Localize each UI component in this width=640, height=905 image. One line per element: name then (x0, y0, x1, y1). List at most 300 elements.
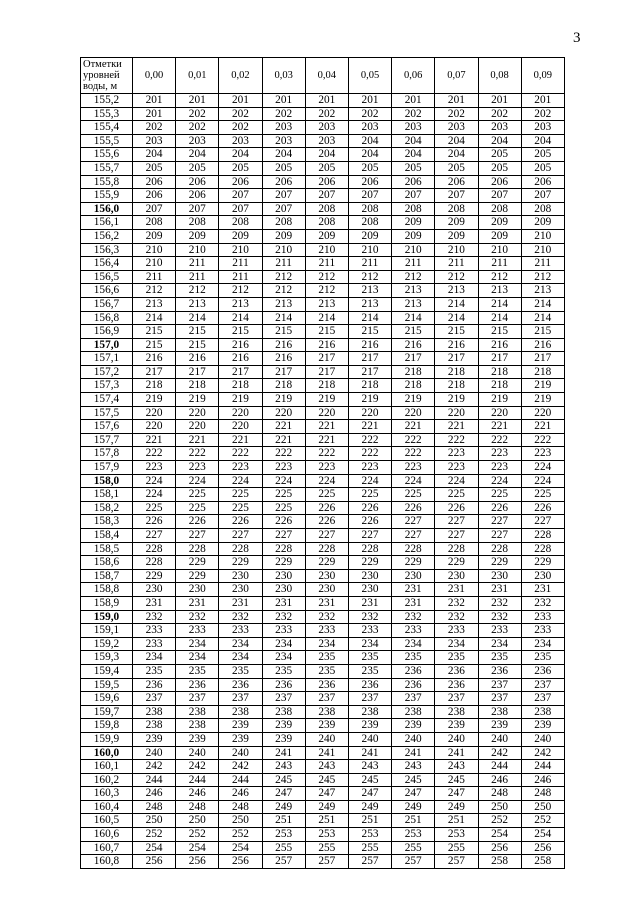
value-cell: 249 (392, 800, 435, 814)
value-cell: 201 (262, 94, 305, 108)
value-cell: 220 (219, 420, 262, 434)
value-cell: 206 (478, 175, 521, 189)
value-cell: 255 (392, 841, 435, 855)
table-row (81, 841, 565, 855)
value-cell: 215 (521, 325, 564, 339)
value-cell: 232 (305, 610, 348, 624)
table-row (81, 624, 565, 638)
value-cell: 237 (133, 692, 176, 706)
value-cell: 229 (262, 556, 305, 570)
value-cell: 224 (521, 461, 564, 475)
value-cell: 241 (262, 746, 305, 760)
value-cell: 241 (305, 746, 348, 760)
value-cell: 256 (478, 841, 521, 855)
value-cell: 236 (219, 678, 262, 692)
value-cell: 225 (392, 488, 435, 502)
table-row (81, 760, 565, 774)
value-cell: 240 (392, 732, 435, 746)
value-cell: 222 (392, 433, 435, 447)
value-cell: 235 (435, 651, 478, 665)
value-cell: 223 (435, 461, 478, 475)
value-cell: 212 (521, 270, 564, 284)
value-cell: 236 (478, 664, 521, 678)
value-cell: 249 (348, 800, 391, 814)
value-cell: 211 (133, 270, 176, 284)
value-cell: 217 (392, 352, 435, 366)
value-cell: 207 (219, 189, 262, 203)
value-cell: 224 (348, 474, 391, 488)
value-cell: 240 (305, 732, 348, 746)
value-cell: 230 (219, 569, 262, 583)
value-cell: 231 (392, 583, 435, 597)
value-cell: 202 (219, 107, 262, 121)
table-row (81, 284, 565, 298)
value-cell: 203 (305, 134, 348, 148)
value-cell: 257 (305, 855, 348, 869)
value-cell: 238 (478, 705, 521, 719)
table-row (81, 705, 565, 719)
value-cell: 251 (435, 814, 478, 828)
value-cell: 219 (478, 393, 521, 407)
value-cell: 229 (435, 556, 478, 570)
value-cell: 247 (305, 787, 348, 801)
value-cell: 252 (176, 828, 219, 842)
value-cell: 204 (219, 148, 262, 162)
water-level-cell: 159,4 (81, 664, 133, 678)
value-cell: 211 (348, 257, 391, 271)
value-cell: 214 (521, 297, 564, 311)
value-cell: 225 (262, 501, 305, 515)
value-cell: 251 (305, 814, 348, 828)
value-cell: 228 (348, 542, 391, 556)
value-cell: 224 (133, 488, 176, 502)
value-cell: 201 (176, 94, 219, 108)
value-cell: 219 (348, 393, 391, 407)
value-cell: 210 (176, 243, 219, 257)
table-row (81, 664, 565, 678)
value-cell: 221 (392, 420, 435, 434)
value-cell: 240 (176, 746, 219, 760)
value-cell: 205 (348, 161, 391, 175)
table-row (81, 325, 565, 339)
value-cell: 213 (392, 297, 435, 311)
value-cell: 213 (305, 297, 348, 311)
table-row (81, 746, 565, 760)
value-cell: 232 (348, 610, 391, 624)
value-cell: 227 (478, 529, 521, 543)
water-level-cell: 159,1 (81, 624, 133, 638)
value-cell: 201 (521, 94, 564, 108)
value-cell: 222 (521, 433, 564, 447)
value-cell: 204 (176, 148, 219, 162)
value-cell: 213 (478, 284, 521, 298)
value-cell: 227 (348, 529, 391, 543)
value-cell: 208 (348, 202, 391, 216)
value-cell: 224 (262, 474, 305, 488)
water-level-cell: 158,3 (81, 515, 133, 529)
water-level-cell: 160,5 (81, 814, 133, 828)
value-cell: 212 (262, 270, 305, 284)
value-cell: 234 (348, 637, 391, 651)
value-cell: 233 (133, 637, 176, 651)
value-cell: 237 (392, 692, 435, 706)
table-row (81, 501, 565, 515)
value-cell: 223 (521, 447, 564, 461)
value-cell: 237 (219, 692, 262, 706)
value-cell: 229 (176, 556, 219, 570)
value-cell: 220 (521, 406, 564, 420)
value-cell: 202 (133, 121, 176, 135)
water-level-cell: 155,6 (81, 148, 133, 162)
water-level-cell: 159,2 (81, 637, 133, 651)
value-cell: 256 (521, 841, 564, 855)
value-cell: 239 (133, 732, 176, 746)
value-cell: 250 (176, 814, 219, 828)
value-cell: 220 (262, 406, 305, 420)
value-cell: 228 (219, 542, 262, 556)
value-cell: 207 (262, 189, 305, 203)
value-cell: 227 (133, 529, 176, 543)
value-cell: 206 (176, 175, 219, 189)
value-cell: 215 (435, 325, 478, 339)
value-cell: 229 (478, 556, 521, 570)
value-cell: 206 (435, 175, 478, 189)
value-cell: 204 (478, 134, 521, 148)
value-cell: 210 (478, 243, 521, 257)
value-cell: 221 (521, 420, 564, 434)
value-cell: 202 (305, 107, 348, 121)
table-row (81, 229, 565, 243)
table-row (81, 189, 565, 203)
value-cell: 248 (133, 800, 176, 814)
value-cell: 215 (478, 325, 521, 339)
value-cell: 252 (478, 814, 521, 828)
value-cell: 232 (478, 596, 521, 610)
value-cell: 231 (219, 596, 262, 610)
value-cell: 254 (478, 828, 521, 842)
value-cell: 220 (435, 406, 478, 420)
value-cell: 232 (219, 610, 262, 624)
value-cell: 221 (348, 420, 391, 434)
value-cell: 212 (478, 270, 521, 284)
value-cell: 223 (392, 461, 435, 475)
value-cell: 207 (392, 189, 435, 203)
value-cell: 227 (521, 515, 564, 529)
value-cell: 233 (435, 624, 478, 638)
water-level-cell: 159,6 (81, 692, 133, 706)
value-cell: 225 (219, 488, 262, 502)
value-cell: 212 (392, 270, 435, 284)
value-cell: 241 (435, 746, 478, 760)
value-cell: 223 (262, 461, 305, 475)
table-row (81, 148, 565, 162)
value-cell: 216 (392, 338, 435, 352)
value-cell: 209 (262, 229, 305, 243)
value-cell: 205 (305, 161, 348, 175)
table-body (81, 94, 565, 869)
value-cell: 220 (176, 420, 219, 434)
value-cell: 203 (435, 121, 478, 135)
water-level-cell: 158,4 (81, 529, 133, 543)
table-row (81, 175, 565, 189)
water-level-cell: 160,6 (81, 828, 133, 842)
value-cell: 217 (262, 365, 305, 379)
value-cell: 245 (435, 773, 478, 787)
value-cell: 245 (348, 773, 391, 787)
water-level-cell: 156,6 (81, 284, 133, 298)
value-cell: 249 (262, 800, 305, 814)
value-cell: 202 (521, 107, 564, 121)
value-cell: 204 (133, 148, 176, 162)
value-cell: 233 (521, 610, 564, 624)
table-row (81, 692, 565, 706)
value-cell: 218 (176, 379, 219, 393)
table-row (81, 352, 565, 366)
header-row (81, 58, 565, 94)
table-row (81, 773, 565, 787)
value-cell: 234 (176, 651, 219, 665)
table-row (81, 365, 565, 379)
value-cell: 238 (435, 705, 478, 719)
water-level-cell: 156,4 (81, 257, 133, 271)
value-cell: 222 (305, 447, 348, 461)
value-cell: 226 (133, 515, 176, 529)
value-cell: 203 (348, 121, 391, 135)
value-cell: 214 (348, 311, 391, 325)
value-cell: 211 (305, 257, 348, 271)
value-cell: 240 (521, 732, 564, 746)
value-cell: 229 (392, 556, 435, 570)
value-cell: 239 (435, 719, 478, 733)
value-cell: 251 (392, 814, 435, 828)
value-cell: 235 (392, 651, 435, 665)
value-cell: 207 (478, 189, 521, 203)
value-cell: 217 (521, 352, 564, 366)
water-level-cell: 156,3 (81, 243, 133, 257)
table-row (81, 311, 565, 325)
table-row (81, 583, 565, 597)
water-level-cell: 159,3 (81, 651, 133, 665)
water-level-cell: 157,3 (81, 379, 133, 393)
value-cell: 233 (478, 624, 521, 638)
value-cell: 208 (348, 216, 391, 230)
value-cell: 226 (305, 501, 348, 515)
value-cell: 202 (478, 107, 521, 121)
value-cell: 219 (176, 393, 219, 407)
value-cell: 201 (392, 94, 435, 108)
water-level-cell: 158,2 (81, 501, 133, 515)
value-cell: 224 (392, 474, 435, 488)
value-cell: 213 (348, 284, 391, 298)
value-cell: 226 (348, 515, 391, 529)
value-cell: 222 (219, 447, 262, 461)
table-row (81, 596, 565, 610)
value-cell: 212 (262, 284, 305, 298)
value-cell: 239 (392, 719, 435, 733)
value-cell: 234 (262, 651, 305, 665)
value-cell: 228 (305, 542, 348, 556)
value-cell: 223 (478, 461, 521, 475)
value-cell: 231 (305, 596, 348, 610)
value-cell: 252 (133, 828, 176, 842)
table-row (81, 542, 565, 556)
value-cell: 208 (521, 202, 564, 216)
table-row (81, 257, 565, 271)
value-cell: 233 (348, 624, 391, 638)
value-cell: 246 (133, 787, 176, 801)
value-cell: 226 (392, 501, 435, 515)
value-cell: 203 (219, 134, 262, 148)
table-row (81, 515, 565, 529)
value-cell: 256 (133, 855, 176, 869)
value-cell: 235 (176, 664, 219, 678)
value-cell: 251 (262, 814, 305, 828)
value-cell: 236 (176, 678, 219, 692)
value-cell: 230 (133, 583, 176, 597)
value-cell: 250 (478, 800, 521, 814)
value-cell: 230 (262, 583, 305, 597)
water-level-cell: 156,0 (81, 202, 133, 216)
value-cell: 222 (348, 447, 391, 461)
value-cell: 229 (219, 556, 262, 570)
value-cell: 250 (219, 814, 262, 828)
water-level-cell: 160,8 (81, 855, 133, 869)
value-cell: 210 (305, 243, 348, 257)
value-cell: 201 (348, 94, 391, 108)
page-number: 3 (573, 30, 581, 46)
value-cell: 225 (262, 488, 305, 502)
water-level-cell: 160,2 (81, 773, 133, 787)
water-level-cell: 156,1 (81, 216, 133, 230)
value-cell: 211 (176, 270, 219, 284)
value-cell: 221 (305, 433, 348, 447)
water-level-cell: 158,7 (81, 569, 133, 583)
value-cell: 214 (521, 311, 564, 325)
value-cell: 247 (348, 787, 391, 801)
value-cell: 212 (305, 284, 348, 298)
value-cell: 203 (176, 134, 219, 148)
value-cell: 226 (176, 515, 219, 529)
value-cell: 219 (521, 393, 564, 407)
value-cell: 257 (348, 855, 391, 869)
value-cell: 244 (133, 773, 176, 787)
table-row (81, 678, 565, 692)
value-cell: 218 (478, 379, 521, 393)
value-cell: 220 (133, 406, 176, 420)
value-cell: 218 (348, 379, 391, 393)
value-cell: 216 (176, 352, 219, 366)
value-cell: 239 (521, 719, 564, 733)
value-cell: 237 (348, 692, 391, 706)
value-cell: 237 (478, 692, 521, 706)
value-cell: 230 (219, 583, 262, 597)
value-cell: 247 (262, 787, 305, 801)
water-level-cell: 158,8 (81, 583, 133, 597)
value-cell: 214 (305, 311, 348, 325)
value-cell: 205 (521, 148, 564, 162)
table-row (81, 556, 565, 570)
water-level-cell: 158,6 (81, 556, 133, 570)
value-cell: 231 (176, 596, 219, 610)
value-cell: 224 (133, 474, 176, 488)
value-cell: 227 (219, 529, 262, 543)
value-cell: 205 (392, 161, 435, 175)
value-cell: 206 (133, 189, 176, 203)
value-cell: 212 (348, 270, 391, 284)
value-cell: 253 (305, 828, 348, 842)
value-cell: 239 (478, 719, 521, 733)
value-cell: 224 (478, 474, 521, 488)
value-cell: 225 (348, 488, 391, 502)
value-cell: 212 (176, 284, 219, 298)
water-level-cell: 158,5 (81, 542, 133, 556)
value-cell: 223 (133, 461, 176, 475)
value-cell: 209 (521, 216, 564, 230)
water-level-cell: 157,2 (81, 365, 133, 379)
value-cell: 214 (219, 311, 262, 325)
value-cell: 206 (133, 175, 176, 189)
value-cell: 213 (262, 297, 305, 311)
value-cell: 213 (176, 297, 219, 311)
value-cell: 209 (219, 229, 262, 243)
value-cell: 230 (305, 583, 348, 597)
value-cell: 226 (262, 515, 305, 529)
value-cell: 255 (262, 841, 305, 855)
value-cell: 239 (305, 719, 348, 733)
value-cell: 218 (435, 379, 478, 393)
value-cell: 246 (478, 773, 521, 787)
value-cell: 217 (176, 365, 219, 379)
value-cell: 209 (435, 229, 478, 243)
value-cell: 234 (478, 637, 521, 651)
value-cell: 211 (435, 257, 478, 271)
value-cell: 222 (262, 447, 305, 461)
value-cell: 254 (219, 841, 262, 855)
value-cell: 210 (435, 243, 478, 257)
value-cell: 257 (392, 855, 435, 869)
value-cell: 254 (176, 841, 219, 855)
water-level-cell: 155,8 (81, 175, 133, 189)
value-cell: 214 (262, 311, 305, 325)
value-cell: 212 (133, 284, 176, 298)
value-cell: 231 (435, 583, 478, 597)
value-cell: 236 (392, 678, 435, 692)
value-cell: 234 (392, 637, 435, 651)
value-cell: 208 (133, 216, 176, 230)
value-cell: 225 (176, 488, 219, 502)
value-cell: 230 (392, 569, 435, 583)
water-level-cell: 157,4 (81, 393, 133, 407)
value-cell: 223 (348, 461, 391, 475)
value-cell: 243 (262, 760, 305, 774)
value-cell: 223 (305, 461, 348, 475)
value-cell: 243 (348, 760, 391, 774)
table-row (81, 121, 565, 135)
value-cell: 216 (219, 352, 262, 366)
value-cell: 257 (262, 855, 305, 869)
value-cell: 209 (392, 216, 435, 230)
value-cell: 252 (521, 814, 564, 828)
value-cell: 237 (305, 692, 348, 706)
value-cell: 205 (262, 161, 305, 175)
value-cell: 234 (133, 651, 176, 665)
header-level-label: Отметки уровней воды, м (81, 58, 133, 94)
value-cell: 208 (305, 202, 348, 216)
value-cell: 214 (435, 297, 478, 311)
value-cell: 237 (262, 692, 305, 706)
value-cell: 245 (392, 773, 435, 787)
value-cell: 240 (478, 732, 521, 746)
